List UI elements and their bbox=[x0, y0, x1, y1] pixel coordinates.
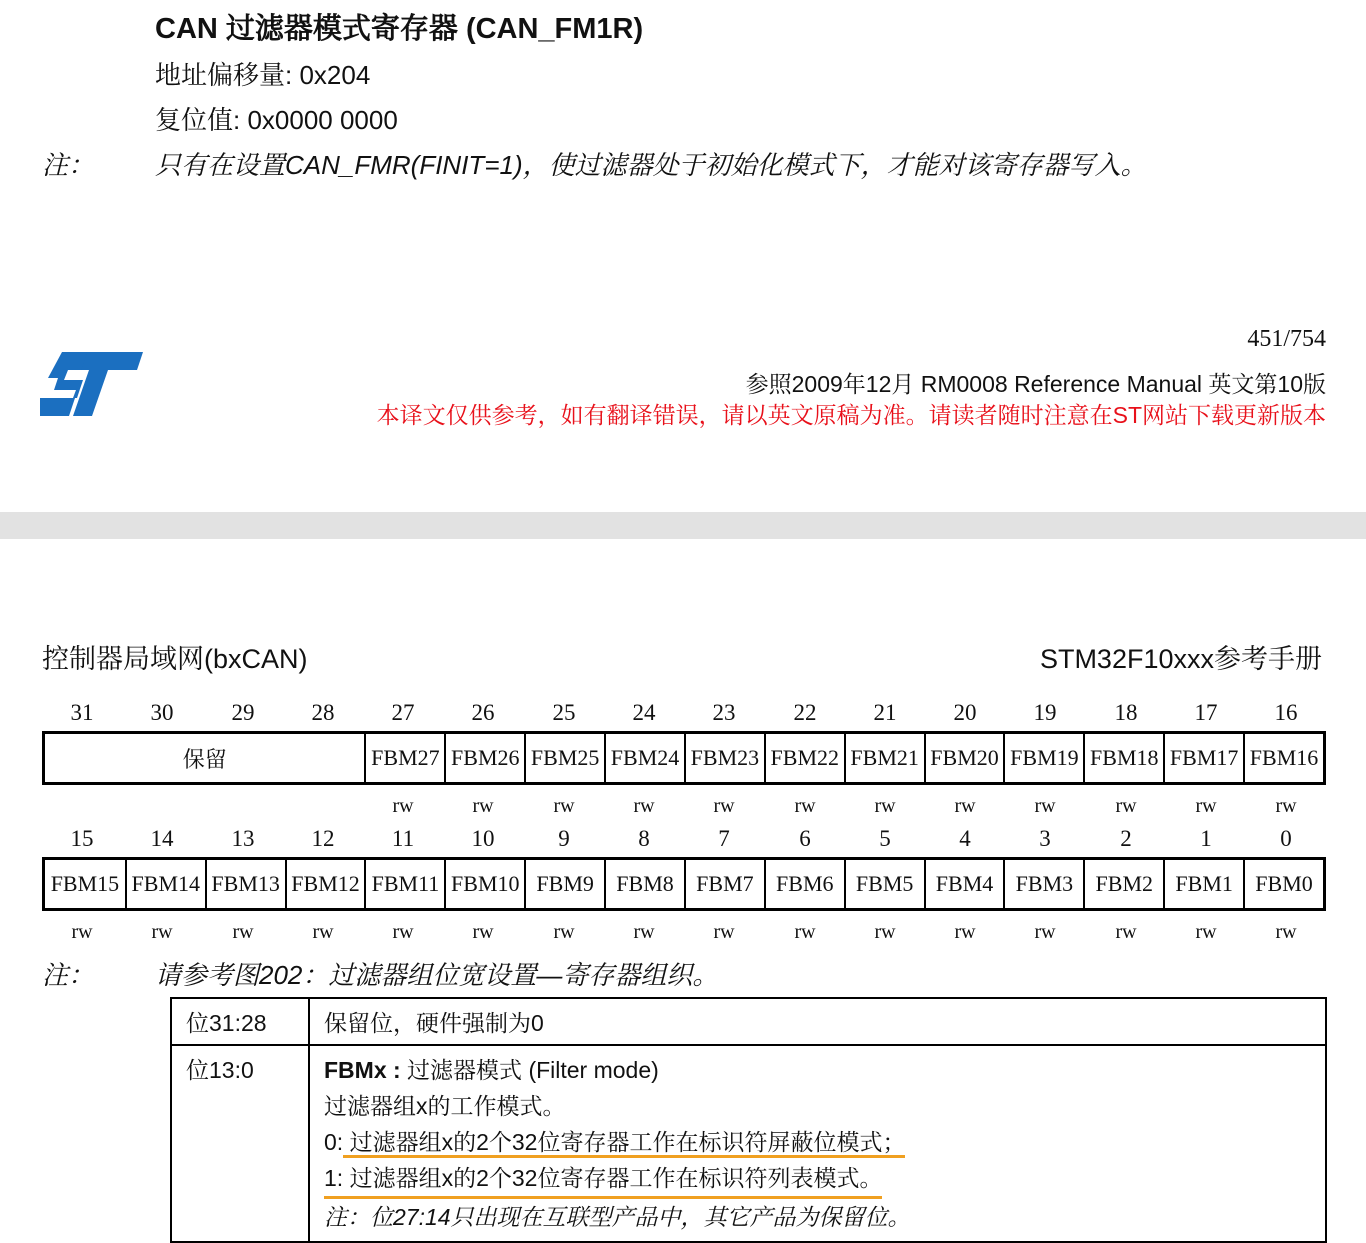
bit-field: FBM9 bbox=[524, 860, 604, 908]
bit-field: FBM0 bbox=[1243, 860, 1323, 908]
bit-number: 30 bbox=[150, 700, 174, 725]
list-mode-text: 过滤器组x的2个32位寄存器工作在标识符列表模式。 bbox=[343, 1165, 883, 1191]
bit-field: FBM15 bbox=[50, 871, 120, 896]
reference-line: 参照2009年12月 RM0008 Reference Manual 英文第10版 bbox=[745, 371, 1326, 397]
bit-field: FBM16 bbox=[1243, 734, 1323, 782]
bit-number: 16 bbox=[1274, 700, 1298, 725]
access-type: rw bbox=[713, 795, 735, 817]
register-title: CAN 过滤器模式寄存器 (CAN_FM1R) bbox=[155, 13, 644, 45]
bit-number: 8 bbox=[638, 826, 650, 851]
bit-field: FBM14 bbox=[125, 860, 205, 908]
access-type: rw bbox=[553, 795, 575, 817]
access-type: rw bbox=[713, 921, 735, 943]
bit-field: FBM13 bbox=[205, 860, 285, 908]
bit-number: 23 bbox=[712, 700, 736, 725]
bit-number: 19 bbox=[1033, 700, 1057, 725]
field-description: 过滤器模式 (Filter mode) bbox=[400, 1057, 659, 1083]
st-logo-icon bbox=[40, 350, 145, 420]
value-prefix: 0: bbox=[324, 1129, 344, 1155]
access-type: rw bbox=[151, 921, 173, 943]
page-number: 451/754 bbox=[1247, 326, 1326, 352]
field-line bbox=[324, 1124, 1311, 1160]
bit-number: 6 bbox=[799, 826, 811, 851]
note-text: 只有在设置CAN_FMR(FINIT=1)，使过滤器处于初始化模式下，才能对该寄存器写入。 bbox=[155, 150, 1147, 180]
access-type: rw bbox=[472, 795, 494, 817]
bit-field: FBM18 bbox=[1083, 734, 1163, 782]
access-type: rw bbox=[392, 795, 414, 817]
bit-number: 7 bbox=[718, 826, 730, 851]
bit-field: FBM12 bbox=[285, 860, 365, 908]
access-type: rw bbox=[954, 795, 976, 817]
note-label: 注： bbox=[42, 150, 95, 180]
bit-field: FBM19 bbox=[1003, 734, 1083, 782]
bit-number: 27 bbox=[391, 700, 415, 725]
bit-number: 13 bbox=[231, 826, 255, 851]
field-name: FBMx : bbox=[324, 1057, 401, 1083]
access-type: rw bbox=[312, 921, 334, 943]
bits-cell: 位31:28 bbox=[171, 998, 309, 1045]
bit-field: FBM8 bbox=[604, 860, 684, 908]
description-cell: 保留位，硬件强制为0 bbox=[309, 998, 1326, 1045]
reset-value: 复位值: 0x0000 0000 bbox=[155, 105, 398, 135]
bit-number: 12 bbox=[311, 826, 335, 851]
bit-number: 10 bbox=[471, 826, 495, 851]
access-type: rw bbox=[71, 921, 93, 943]
access-type: rw bbox=[1275, 795, 1297, 817]
list-mode-line bbox=[324, 1160, 882, 1199]
bit-field: FBM25 bbox=[524, 734, 604, 782]
access-type: rw bbox=[472, 921, 494, 943]
bit-field: FBM22 bbox=[764, 734, 844, 782]
bit-number: 14 bbox=[150, 826, 174, 851]
access-type: rw bbox=[1195, 921, 1217, 943]
bit-field: FBM1 bbox=[1163, 860, 1243, 908]
note2-text: 请参考图202：过滤器组位宽设置—寄存器组织。 bbox=[155, 960, 719, 990]
address-offset: 地址偏移量: 0x204 bbox=[155, 60, 371, 90]
bit-field: FBM7 bbox=[684, 860, 764, 908]
access-type: rw bbox=[633, 795, 655, 817]
bit-field: FBM27 bbox=[364, 734, 444, 782]
bit-number: 18 bbox=[1114, 700, 1138, 725]
access-type: rw bbox=[794, 921, 816, 943]
access-type: rw bbox=[553, 921, 575, 943]
bit-number: 26 bbox=[471, 700, 495, 725]
access-type: rw bbox=[874, 921, 896, 943]
access-type: rw bbox=[1195, 795, 1217, 817]
description-cell bbox=[309, 1045, 1326, 1242]
field-heading bbox=[324, 1052, 1311, 1088]
bit-number: 24 bbox=[632, 700, 656, 725]
access-type: rw bbox=[1115, 795, 1137, 817]
table-row bbox=[171, 1045, 1326, 1242]
bit-number: 1 bbox=[1200, 826, 1212, 851]
bit-number: 3 bbox=[1039, 826, 1051, 851]
field-note: 注：位27:14只出现在互联型产品中，其它产品为保留位。 bbox=[324, 1204, 911, 1230]
bit-number: 31 bbox=[70, 700, 94, 725]
access-type: rw bbox=[392, 921, 414, 943]
access-type: rw bbox=[1034, 921, 1056, 943]
bit-field: FBM23 bbox=[684, 734, 764, 782]
bit-number: 15 bbox=[70, 826, 94, 851]
access-type: rw bbox=[1275, 921, 1297, 943]
bit-description-table bbox=[170, 997, 1327, 1243]
bit-field: FBM2 bbox=[1083, 860, 1163, 908]
bit-number: 21 bbox=[873, 700, 897, 725]
field-line bbox=[324, 1160, 1311, 1199]
field-line: 过滤器组x的工作模式。 bbox=[324, 1093, 566, 1119]
bit-number: 20 bbox=[953, 700, 977, 725]
translation-disclaimer: 本译文仅供参考，如有翻译错误，请以英文原稿为准。请读者随时注意在ST网站下载更新版本 bbox=[376, 402, 1326, 428]
bit-number: 5 bbox=[879, 826, 891, 851]
access-type: rw bbox=[874, 795, 896, 817]
mask-mode-text: 过滤器组x的2个32位寄存器工作在标识符屏蔽位模式； bbox=[343, 1129, 905, 1158]
page-separator bbox=[0, 512, 1366, 539]
access-type: rw bbox=[1034, 795, 1056, 817]
chapter-header: 控制器局域网(bxCAN) bbox=[42, 644, 308, 674]
register-lower-row bbox=[42, 857, 1326, 911]
value-prefix: 1: bbox=[324, 1165, 344, 1191]
bit-number: 17 bbox=[1194, 700, 1218, 725]
bit-number: 29 bbox=[231, 700, 255, 725]
access-type: rw bbox=[794, 795, 816, 817]
access-type: rw bbox=[232, 921, 254, 943]
bit-number: 25 bbox=[552, 700, 576, 725]
bit-field: FBM3 bbox=[1003, 860, 1083, 908]
bit-field: FBM20 bbox=[924, 734, 1004, 782]
bit-field: FBM4 bbox=[924, 860, 1004, 908]
access-type: rw bbox=[954, 921, 976, 943]
bit-number: 11 bbox=[391, 826, 415, 851]
bit-field: FBM26 bbox=[444, 734, 524, 782]
bit-number: 22 bbox=[793, 700, 817, 725]
bit-number: 28 bbox=[311, 700, 335, 725]
access-type: rw bbox=[1115, 921, 1137, 943]
bit-field: FBM6 bbox=[764, 860, 844, 908]
note2-label: 注： bbox=[42, 960, 95, 990]
manual-header: STM32F10xxx参考手册 bbox=[1039, 644, 1322, 674]
bits-cell: 位13:0 bbox=[171, 1045, 309, 1242]
bit-field: FBM17 bbox=[1163, 734, 1243, 782]
table-row bbox=[171, 998, 1326, 1045]
register-upper-row bbox=[42, 731, 1326, 785]
access-type: rw bbox=[633, 921, 655, 943]
bit-field: FBM11 bbox=[364, 860, 444, 908]
bit-number: 0 bbox=[1280, 826, 1292, 851]
bit-field: FBM10 bbox=[444, 860, 524, 908]
bit-field: FBM24 bbox=[604, 734, 684, 782]
bit-field: FBM5 bbox=[844, 860, 924, 908]
bit-field: FBM21 bbox=[844, 734, 924, 782]
bit-number: 4 bbox=[959, 826, 971, 851]
reserved-field: 保留 bbox=[182, 746, 227, 772]
bit-number: 9 bbox=[558, 826, 570, 851]
bit-number: 2 bbox=[1120, 826, 1132, 851]
